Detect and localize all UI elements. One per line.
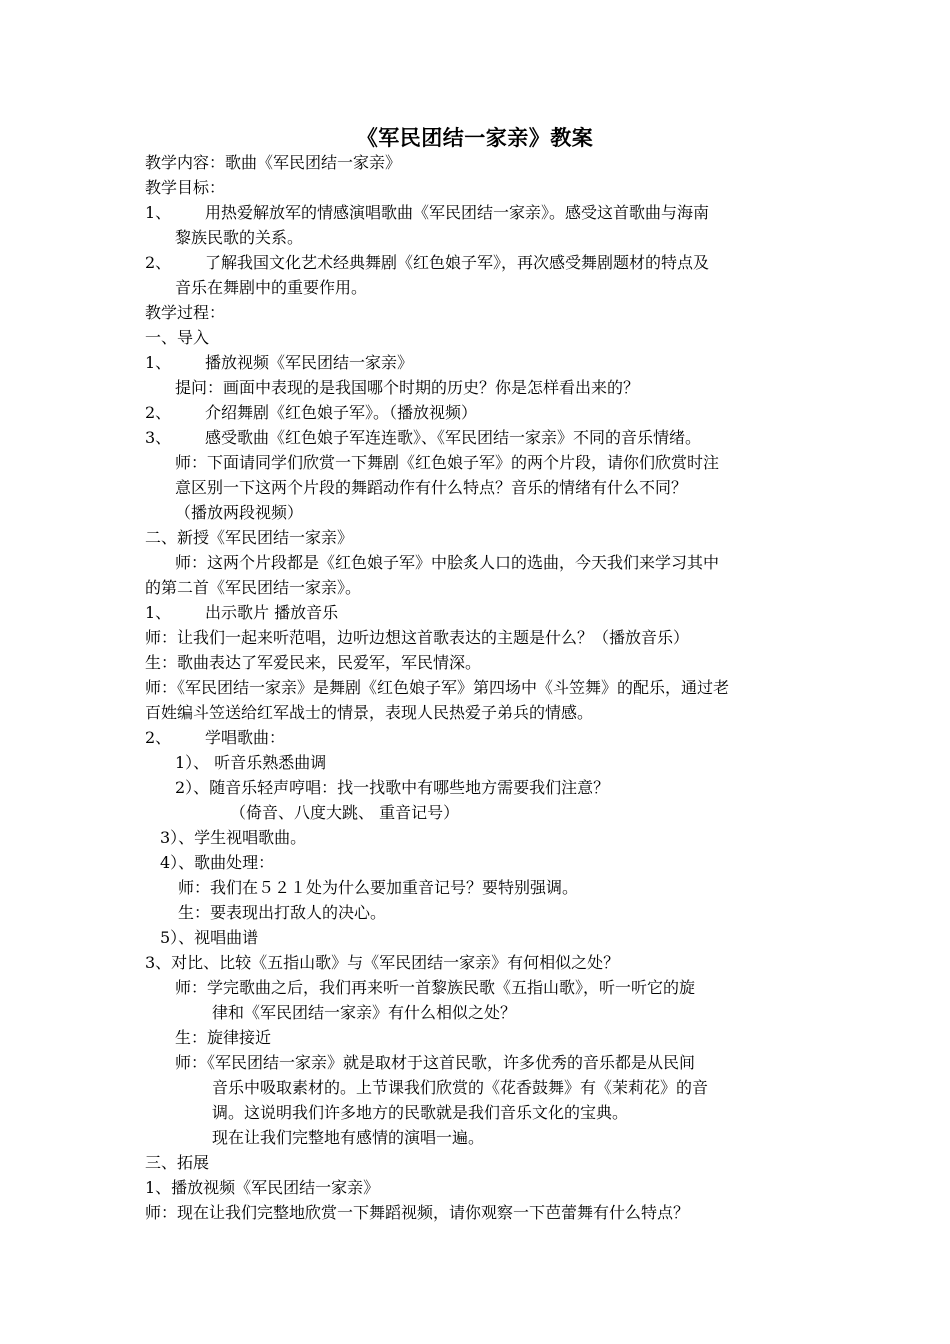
teacher-line-1: 师：下面请同学们欣赏一下舞剧《红色娘子军》的两个片段，请你们欣赏时注: [175, 453, 720, 472]
teacher-line-4-cont: 百姓编斗笠送给红军战士的情景，表现人民热爱子弟兵的情感。: [145, 703, 594, 722]
goal-2-text-cont: 音乐在舞剧中的重要作用。: [175, 278, 368, 297]
substep-3: 3）、学生视唱歌曲。: [160, 828, 307, 847]
intro-step-1-text: 播放视频《军民团结一家亲》: [205, 353, 414, 372]
intro-step-3-number: 3、: [145, 428, 172, 447]
substep-1: 1）、 听音乐熟悉曲调: [175, 753, 327, 772]
student-line-2: 生：要表现出打敌人的决心。: [178, 903, 387, 922]
intro-step-2-number: 2、: [145, 403, 172, 422]
student-line-1: 生：歌曲表达了军爱民来，民爱军，军民情深。: [145, 653, 482, 672]
teacher-line-2-cont: 的第二首《军民团结一家亲》。: [145, 578, 362, 597]
new-step-3: 3、对比、比较《五指山歌》与《军民团结一家亲》有何相似之处？: [145, 953, 620, 972]
substep-2-note: （倚音、八度大跳、 重音记号）: [230, 803, 460, 822]
goal-1-number: 1、: [145, 203, 172, 222]
intro-step-3-text: 感受歌曲《红色娘子军连连歌》、《军民团结一家亲》不同的音乐情绪。: [205, 428, 702, 447]
new-step-1-text: 出示歌片 播放音乐: [205, 603, 339, 622]
substep-2: 2）、随音乐轻声哼唱：找一找歌中有哪些地方需要我们注意？: [175, 778, 610, 797]
section-new-lesson-heading: 二、新授《军民团结一家亲》: [145, 528, 354, 547]
goal-1-text-cont: 黎族民歌的关系。: [175, 228, 304, 247]
teacher-line-8: 师：现在让我们完整地欣赏一下舞蹈视频，请你观察一下芭蕾舞有什么特点？: [145, 1203, 690, 1222]
section-intro-heading: 一、导入: [145, 328, 210, 347]
teacher-line-7: 师：《军民团结一家亲》就是取材于这首民歌，许多优秀的音乐都是从民间: [175, 1053, 696, 1072]
teacher-line-6-cont: 律和《军民团结一家亲》有什么相似之处？: [212, 1003, 517, 1022]
extension-step-1: 1、播放视频《军民团结一家亲》: [145, 1178, 380, 1197]
goal-1-text: 用热爱解放军的情感演唱歌曲《军民团结一家亲》。感受这首歌曲与海南: [205, 203, 710, 222]
teacher-line-1-cont: 意区别一下这两个片段的舞蹈动作有什么特点？音乐的情绪有什么不同？: [175, 478, 688, 497]
substep-4: 4）、歌曲处理：: [160, 853, 275, 872]
document-title: 《军民团结一家亲》教案: [356, 126, 594, 150]
teacher-line-7-cont2: 调。这说明我们许多地方的民歌就是我们音乐文化的宝典。: [212, 1103, 629, 1122]
teaching-process-heading: 教学过程：: [145, 303, 226, 322]
goal-2-text: 了解我国文化艺术经典舞剧《红色娘子军》，再次感受舞剧题材的特点及: [205, 253, 710, 272]
teacher-line-5: 师：我们在５２１处为什么要加重音记号？要特别强调。: [178, 878, 579, 897]
intro-question: 提问：画面中表现的是我国哪个时期的历史？你是怎样看出来的？: [175, 378, 640, 397]
new-step-2-number: 2、: [145, 728, 172, 747]
teacher-line-2: 师：这两个片段都是《红色娘子军》中脍炙人口的选曲，今天我们来学习其中: [175, 553, 720, 572]
substep-5: 5）、视唱曲谱: [160, 928, 259, 947]
teaching-content-line: 教学内容：歌曲《军民团结一家亲》: [145, 153, 402, 172]
teacher-line-7-cont3: 现在让我们完整地有感情的演唱一遍。: [212, 1128, 485, 1147]
section-extension-heading: 三、拓展: [145, 1153, 210, 1172]
teaching-goals-heading: 教学目标：: [145, 178, 226, 197]
teacher-line-6: 师：学完歌曲之后，我们再来听一首黎族民歌《五指山歌》，听一听它的旋: [175, 978, 696, 997]
play-videos-note: （播放两段视频）: [175, 503, 304, 522]
intro-step-2-text: 介绍舞剧《红色娘子军》。（播放视频）: [205, 403, 478, 422]
teacher-line-3: 师：让我们一起来听范唱，边听边想这首歌表达的主题是什么？（播放音乐）: [145, 628, 690, 647]
new-step-1-number: 1、: [145, 603, 172, 622]
student-line-3: 生：旋律接近: [175, 1028, 272, 1047]
teacher-line-7-cont: 音乐中吸取素材的。上节课我们欣赏的《花香鼓舞》有《茉莉花》的音: [212, 1078, 709, 1097]
teacher-line-4: 师：《军民团结一家亲》是舞剧《红色娘子军》第四场中《斗笠舞》的配乐，通过老: [145, 678, 730, 697]
new-step-2-text: 学唱歌曲：: [205, 728, 286, 747]
intro-step-1-number: 1、: [145, 353, 172, 372]
goal-2-number: 2、: [145, 253, 172, 272]
